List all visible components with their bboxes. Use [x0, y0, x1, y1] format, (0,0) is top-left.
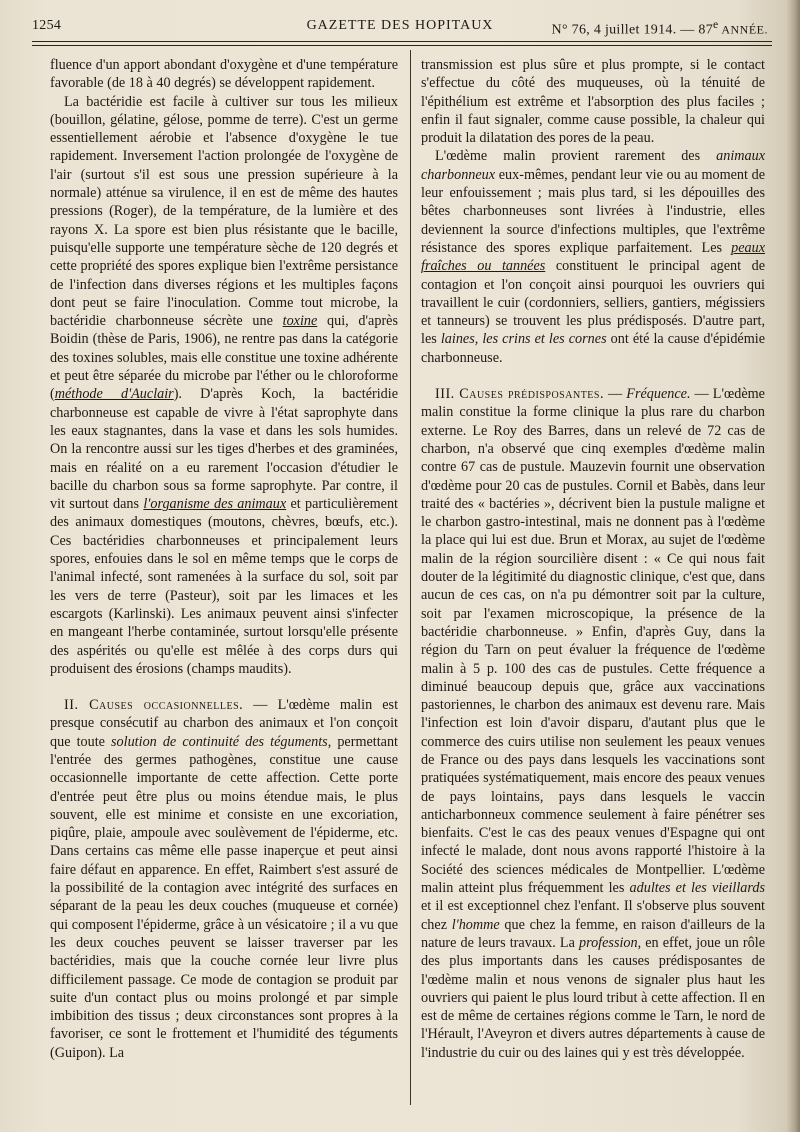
- text-run: ). D'après Koch, la bactéridie charbonneuse est capable de vivre à l'état saprophyte dans les eaux stagnantes, dans la vase et dans les sols humides. On la rencontre aussi sur les tiges d'herbes et des graminées, mais en réalité on a eu rarement l'occasion d'étudier le bacille du charbon sous sa forme saprophyte. Par contre, il vit surtout dans: [50, 386, 399, 513]
- emphasis-homme: l'homme: [451, 916, 500, 933]
- paragraph-bacteridie: [50, 93, 398, 679]
- journal-title: GAZETTE DES HOPITAUX: [306, 18, 494, 33]
- section-heading-causes-occasionnelles: II. Causes occasionnelles.: [64, 697, 244, 714]
- emphasis-solution: solution de continuité des téguments: [111, 733, 328, 750]
- paragraph-causes-predisposantes: [421, 385, 765, 1062]
- text-run: — L'œdème malin est presque consécutif au charbon des animaux et l'on conçoit que toute: [50, 697, 399, 750]
- emphasis-adultes: adultes et les vieillards: [629, 880, 766, 897]
- paragraph-oedeme-provenance: [421, 147, 765, 367]
- header-rule-thick: [32, 41, 772, 42]
- issue-year-label: ANNÉE.: [718, 22, 768, 37]
- emphasis-profession: profession: [579, 934, 638, 951]
- header-rule-thin: [32, 45, 772, 46]
- text-run: constituent le principal agent de contagion et l'on conçoit ainsi pourquoi les ouvriers qui travaillent le cuir (cordonniers, selliers, gantiers, mégissiers et tanneurs) se trouvent les plus prédisposés. D'autre part, les: [421, 258, 765, 348]
- emphasis-laines: laines, les crins et les cornes: [440, 331, 607, 348]
- text-run: , en effet, joue un rôle des plus importants dans les causes prédisposantes de l'œdème malin et nous venons de signaler plus haut les ouvriers qui paient le plus lourd tribut à cette affection. Il en est de même de certaines régions comme le Tarn, le nord de l'Hérault, l'Aveyron et divers autres départements à cause de l'industrie du cuir ou des laines qui y est très développée.: [421, 934, 765, 1061]
- right-column: [421, 56, 765, 1062]
- text-run: —: [604, 386, 627, 403]
- paragraph-causes-occasionnelles: [50, 696, 398, 1062]
- page-number: 1254: [32, 18, 62, 33]
- emphasis-methode: méthode d'Auclair: [54, 386, 174, 403]
- emphasis-peaux: peaux fraîches ou tannées: [421, 239, 765, 275]
- emphasis-frequence: Fréquence.: [626, 386, 691, 403]
- text-run: , permettant l'entrée des germes pathogènes, constitue une cause occasionnelle importante de cette affection. Cette porte d'entrée peut être plus ou moins étendue mais, le plus souvent, elle est minime et consiste en une excoriation, piqûre, plaie, ampoule avec soulèvement de l'épiderme, etc. Dans certains cas même elle passe inaperçue et peut ainsi faire défaut en apparence. En effet, Raimbert s'est assuré de la possibilité de la contagion avec intégrité des surfaces en séparant de la peau les deux couches (muqueuse et cornée) qui composent l'épiderme, grâce à un vésicatoire ; il a vu que les deux couches peuvent se laisser traverser par les bactéridies, mais que la couche cornée leur livre plus difficilement passage. Ce mode de contagion se produit par suite d'un contact plus ou moins prolongé et par simple imbibition des tissus ; deux circonstances sont propres à la favoriser, ce sont le frottement et l'humidité des téguments (Guipon). La: [50, 733, 398, 1061]
- text-run: que chez la femme, en raison d'ailleurs de la nature de leurs travaux. La: [421, 916, 765, 951]
- issue-number-date: N° 76, 4 juillet 1914. — 87: [551, 22, 714, 38]
- paragraph-transmission: transmission est plus sûre et plus prompte, si le contact s'effectue du côté des muqueuses, où la ténuité de l'épithélium est extrême et l'absorption des plus faciles ; enfin il faut signaler, comme cause possible, la chaleur qui produit la dilatation des pores de la peau.: [421, 57, 765, 147]
- paragraph-continuation: fluence d'un apport abondant d'oxygène et d'une température favorable (de 18 à 40 degrés) se développent rapidement.: [50, 57, 398, 92]
- emphasis-toxine: toxine: [282, 313, 318, 330]
- text-run: ont été la cause d'épidémie charbonneuse.: [421, 331, 765, 366]
- section-heading-causes-predisposantes: III. Causes prédisposantes.: [435, 386, 605, 403]
- left-column: [50, 56, 398, 1062]
- text-run: qui, d'après Boidin (thèse de Paris, 1906), ne rentre pas dans la catégorie des toxines solubles, mais elle constitue une toxine adhérente et peut être séparée du microbe par l'éther ou le chloroforme (: [50, 313, 398, 403]
- issue-info: [552, 18, 768, 39]
- emphasis-organisme: l'organisme des animaux: [143, 496, 287, 513]
- text-run: L'œdème malin provient rarement des: [435, 148, 717, 165]
- running-header: [32, 18, 768, 38]
- text-run: et particulièrement des animaux domestiques (moutons, chèvres, bœufs, etc.). Ces bactéridies charbonneuses et principalement leurs spores, enfouies dans le sol en même temps que le corps de l'animal infecté, sont ramenées à la surface du sol, soit par les vers de terre (Pasteur), soit par les limaces et les escargots (Karlinski). Les animaux peuvent ainsi s'infecter en mangeant l'herbe contaminée, surtout lorsqu'elle présente des aspérités ou qu'elle est mêlée à des corps durs qui produisent des érosions (champs maudits).: [50, 496, 399, 677]
- column-divider: [410, 50, 411, 1105]
- text-run: La bactéridie est facile à cultiver sur tous les milieux (bouillon, gélatine, gélose, pomme de terre). C'est un germe essentiellement aérobie et l'absence d'oxygène le tue rapidement. Inversement l'action prolongée de l'oxygène de l'air (surtout s'il est sous une pression supérieure à la normale) atténue sa virulence, il en est de même des hautes pressions (Roger), de la température, de la lumière et des rayons X. La spore est bien plus résistante que le bacille, puisqu'elle supporte une température sèche de 120 degrés et cette propriété des spores explique bien l'extrême persistance de l'infection dans diverses régions et les multiples façons dont peut se faire l'inoculation. Comme tout microbe, la bactéridie charbonneuse sécrète une: [50, 93, 398, 330]
- emphasis-animaux: animaux charbonneux: [421, 148, 765, 183]
- text-run: eux-mêmes, pendant leur vie ou au moment de leur enfouissement ; mais plus tard, si les dépouilles des bêtes charbonneuses sont livrées à l'industrie, elles deviennent la source d'infections multiples, que l'extrême résistance des spores explique parfaitement. Les: [421, 166, 765, 256]
- text-run: — L'œdème malin constitue la forme clinique la plus rare du charbon externe. Le Roy des Barres, dans un relevé de 72 cas de charbon, n'a observé que cinq exemples d'œdème malin contre 67 cas de pustule. Mauzevin fournit une observation d'œdème pour 20 cas de pustules. Cornil et Babès, dans leur traité des « bactéries », décrivent bien la pustule maligne et le charbon gastro-intestinal, mais ne donnent pas à l'œdème la place qui lui est due. Brun et Morax, au sujet de l'œdème malin de la région sourcilière disent : « Ce qui nous fait douter de la légitimité du diagnostic clinique, c'est que, dans aucun de ces cas, on n'a pu démontrer soit par la culture, soit par l'examen microscopique, la présence de la bactéridie charbonneuse. » Enfin, d'après Guy, dans la région du Tarn on peut évaluer la fréquence de l'œdème malin à 5 p. 100 des cas de pustules. Cette fréquence a diminué beaucoup depuis que, grâce aux vaccinations pastoriennes, le charbon des animaux est devenu rare. Mais l'infection est loin d'avoir disparu, d'autant plus que le commerce des cuirs utilise non seulement les peaux venues de France ou des pays dans lesquels les vaccinations sont pratiquées systématiquement, mais encore des peaux venues de pays lointains, pays dans lesquels le vaccin anticharbonneux commence seulement à faire pénétrer ses bienfaits. C'est le cas des peaux venues d'Espagne qui ont infecté le malade, dont nous avons rapporté l'histoire à la Société des sciences médicales de Montpellier. L'œdème malin atteint plus fréquemment les: [421, 386, 765, 897]
- page-edge-shadow: [786, 0, 800, 1132]
- text-run: et il est exceptionnel chez l'enfant. Il s'observe plus souvent chez: [421, 898, 765, 933]
- issue-superscript: e: [713, 18, 719, 31]
